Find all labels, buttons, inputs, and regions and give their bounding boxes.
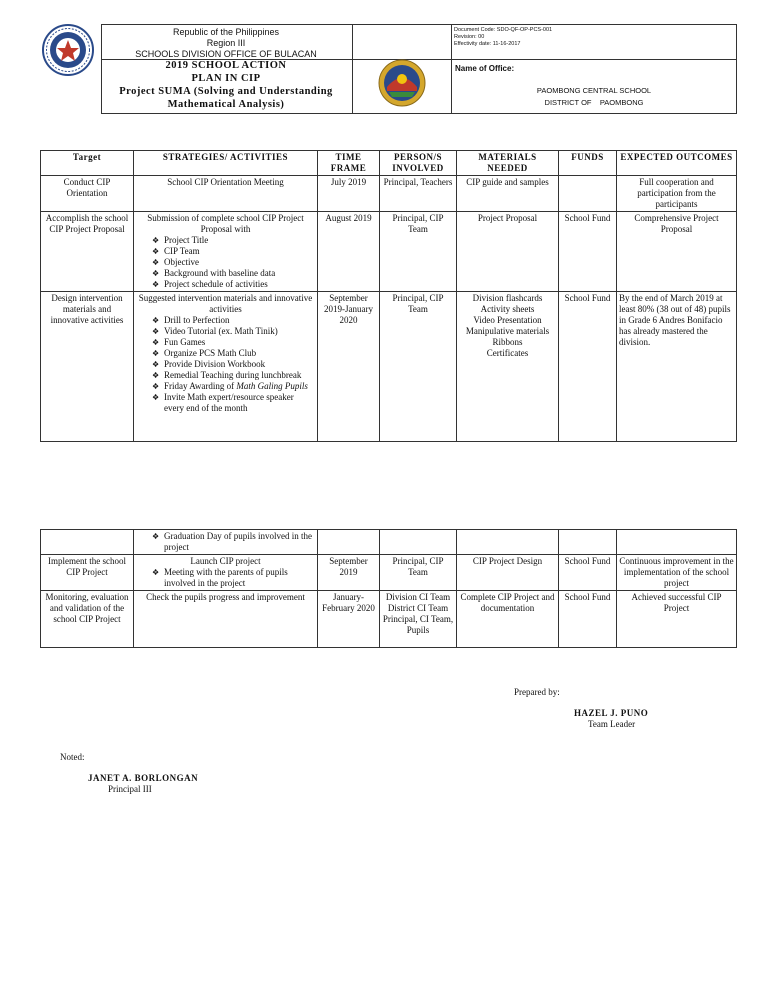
strategy-list bbox=[136, 567, 315, 589]
strategy-text: Suggested intervention materials and innovative activities bbox=[138, 293, 313, 314]
col-funds: FUNDS bbox=[559, 151, 617, 176]
name-of-office-label: Name of Office: bbox=[455, 64, 515, 73]
title-line-2: PLAN IN CIP bbox=[191, 73, 261, 84]
cell-strategy bbox=[134, 555, 318, 591]
friday-prefix: Friday Awarding of bbox=[164, 381, 237, 391]
material-line: Ribbons bbox=[492, 337, 523, 347]
deped-seal-icon bbox=[42, 24, 94, 76]
cell-target: Monitoring, evaluation and validation of the school CIP Project bbox=[41, 591, 134, 648]
table-row bbox=[41, 555, 737, 591]
action-plan-table-2 bbox=[40, 529, 737, 648]
cell-time: September 2019 bbox=[318, 555, 380, 591]
cell-outcome: By the end of March 2019 at least 80% (38 out of 48) pupils in Grade 6 Andres Bonifacio has already mastered the division. bbox=[617, 292, 737, 442]
list-item bbox=[152, 381, 315, 392]
cell-funds: School Fund bbox=[559, 292, 617, 442]
table-row bbox=[41, 212, 737, 292]
cell-materials: CIP Project Design bbox=[457, 555, 559, 591]
person-line: District CI Team bbox=[387, 603, 449, 613]
material-line: Manipulative materials bbox=[465, 326, 550, 336]
doc-code: Document Code: SDO-QF-OP-PCS-001 bbox=[454, 27, 553, 33]
list-item: ❖ Project schedule of activities bbox=[152, 279, 315, 290]
person-line: Principal, CI Team, Pupils bbox=[382, 614, 454, 635]
strategy-list bbox=[136, 235, 315, 290]
material-line: Division flashcards bbox=[472, 293, 543, 303]
cell-time: August 2019 bbox=[318, 212, 380, 292]
cell-persons: Principal, CIP Team bbox=[380, 212, 457, 292]
list-item: ❖ Objective bbox=[152, 257, 315, 268]
col-outcomes: EXPECTED OUTCOMES bbox=[617, 151, 737, 176]
title-line-4: Mathematical Analysis) bbox=[167, 99, 285, 110]
table-row bbox=[41, 292, 737, 442]
plan-title bbox=[101, 59, 351, 111]
cell-outcome: Full cooperation and participation from the participants bbox=[617, 176, 737, 212]
cell-strategy: School CIP Orientation Meeting bbox=[134, 176, 318, 212]
material-line: Activity sheets bbox=[480, 304, 535, 314]
cell-target bbox=[41, 530, 134, 555]
prepared-by-label: Prepared by: bbox=[514, 687, 560, 697]
noted-label: Noted: bbox=[60, 752, 85, 762]
division-seal bbox=[377, 59, 427, 107]
cell-target: Accomplish the school CIP Project Proposal bbox=[41, 212, 134, 292]
col-target: Target bbox=[41, 151, 134, 176]
cell-persons bbox=[380, 591, 457, 648]
revision: Revision: 00 bbox=[454, 34, 485, 40]
list-item: ❖ Remedial Teaching during lunchbreak bbox=[152, 370, 315, 381]
list-item: ❖ Video Tutorial (ex. Math Tinik) bbox=[152, 326, 315, 337]
cell-strategy bbox=[134, 530, 318, 555]
school-name: PAOMBONG CENTRAL SCHOOL bbox=[536, 86, 652, 95]
table-row bbox=[41, 591, 737, 648]
cell-materials: Complete CIP Project and documentation bbox=[457, 591, 559, 648]
cell-strategy bbox=[134, 292, 318, 442]
republic-text: Republic of the Philippines bbox=[172, 27, 280, 37]
district-name: DISTRICT OF PAOMBONG bbox=[544, 98, 644, 107]
cell-time: September 2019-January 2020 bbox=[318, 292, 380, 442]
action-plan-table-1 bbox=[40, 150, 737, 442]
region-text: Region III bbox=[206, 38, 246, 48]
cell-strategy: Check the pupils progress and improvement bbox=[134, 591, 318, 648]
material-line: Video Presentation bbox=[473, 315, 542, 325]
cell-materials bbox=[457, 530, 559, 555]
list-item: ❖ Organize PCS Math Club bbox=[152, 348, 315, 359]
title-line-1: 2019 SCHOOL ACTION bbox=[165, 60, 287, 71]
cell-funds bbox=[559, 176, 617, 212]
cell-persons: Principal, Teachers bbox=[380, 176, 457, 212]
col-time-frame: TIME FRAME bbox=[318, 151, 380, 176]
noter-name: JANET A. BORLONGAN bbox=[88, 773, 199, 783]
list-item: ❖ Project Title bbox=[152, 235, 315, 246]
cell-funds: School Fund bbox=[559, 591, 617, 648]
col-strategies: STRATEGIES/ ACTIVITIES bbox=[134, 151, 318, 176]
deped-seal bbox=[42, 24, 94, 76]
cell-outcome bbox=[617, 530, 737, 555]
col-materials: MATERIALS NEEDED bbox=[457, 151, 559, 176]
strategy-list bbox=[136, 531, 315, 553]
table-row bbox=[41, 530, 737, 555]
cell-target: Design intervention materials and innovative activities bbox=[41, 292, 134, 442]
list-item: ❖ Background with baseline data bbox=[152, 268, 315, 279]
strategy-list bbox=[136, 315, 315, 414]
cell-outcome: Continuous improvement in the implementation of the school project bbox=[617, 555, 737, 591]
list-item: ❖ Graduation Day of pupils involved in the project bbox=[152, 531, 315, 553]
cell-target: Implement the school CIP Project bbox=[41, 555, 134, 591]
person-line: Division CI Team bbox=[385, 592, 451, 602]
cell-outcome: Achieved successful CIP Project bbox=[617, 591, 737, 648]
list-item: ❖ Provide Division Workbook bbox=[152, 359, 315, 370]
table-row bbox=[41, 176, 737, 212]
cell-time bbox=[318, 530, 380, 555]
col-persons: PERSON/S INVOLVED bbox=[380, 151, 457, 176]
list-item: ❖ Meeting with the parents of pupils involved in the project bbox=[152, 567, 315, 589]
preparer-role: Team Leader bbox=[588, 719, 636, 729]
noter-role: Principal III bbox=[108, 784, 152, 794]
cell-persons: Principal, CIP Team bbox=[380, 555, 457, 591]
effectivity-date: Effectivity date: 11-16-2017 bbox=[454, 41, 521, 47]
strategy-text: Launch CIP project bbox=[190, 556, 261, 566]
table-header-row bbox=[41, 151, 737, 176]
preparer-name: HAZEL J. PUNO bbox=[574, 708, 649, 718]
friday-italic: Math Galing Pupils bbox=[236, 381, 308, 391]
cell-persons bbox=[380, 530, 457, 555]
list-item: ❖ CIP Team bbox=[152, 246, 315, 257]
cell-time: July 2019 bbox=[318, 176, 380, 212]
cell-time: January-February 2020 bbox=[318, 591, 380, 648]
document-meta bbox=[454, 27, 734, 48]
title-line-3: Project SUMA (Solving and Understanding bbox=[119, 86, 333, 97]
cell-funds bbox=[559, 530, 617, 555]
strategy-text: Submission of complete school CIP Project Proposal with bbox=[147, 213, 304, 234]
material-line: Certificates bbox=[486, 348, 529, 358]
header-agency bbox=[101, 27, 351, 60]
list-item: ❖ Fun Games bbox=[152, 337, 315, 348]
office-text: SCHOOLS DIVISION OFFICE OF BULACAN bbox=[135, 49, 317, 59]
cell-outcome: Comprehensive Project Proposal bbox=[617, 212, 737, 292]
cell-materials bbox=[457, 292, 559, 442]
cell-funds: School Fund bbox=[559, 555, 617, 591]
list-item: ❖ Drill to Perfection bbox=[152, 315, 315, 326]
cell-strategy bbox=[134, 212, 318, 292]
division-seal-icon bbox=[377, 59, 427, 107]
cell-funds: School Fund bbox=[559, 212, 617, 292]
cell-materials: Project Proposal bbox=[457, 212, 559, 292]
cell-target: Conduct CIP Orientation bbox=[41, 176, 134, 212]
cell-materials: CIP guide and samples bbox=[457, 176, 559, 212]
list-item: ❖ Invite Math expert/resource speaker every end of the month bbox=[152, 392, 315, 414]
cell-persons: Principal, CIP Team bbox=[380, 292, 457, 442]
